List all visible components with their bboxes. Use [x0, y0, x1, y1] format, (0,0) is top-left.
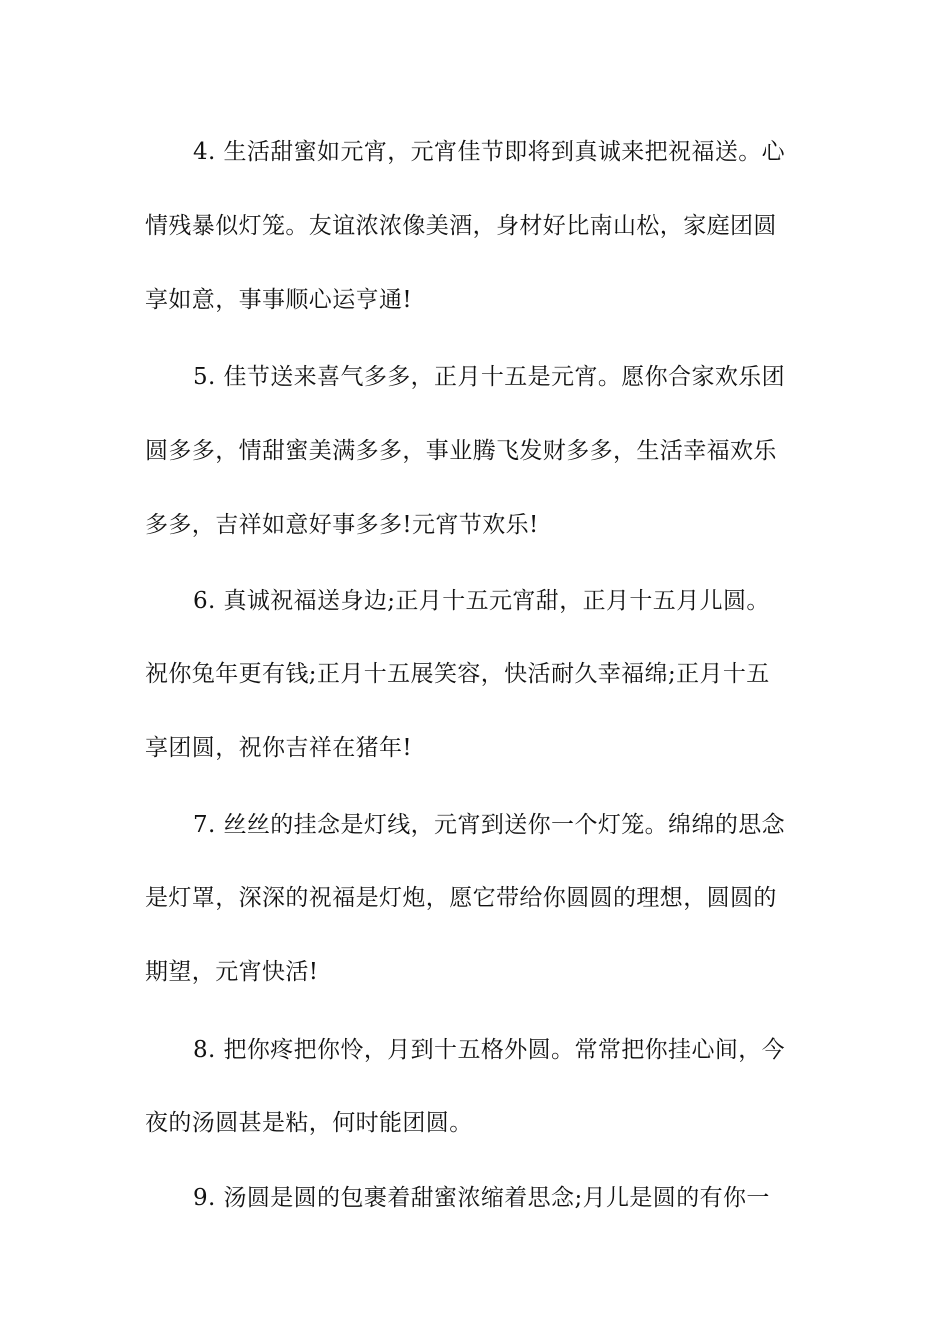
paragraph-6-line-1: 6. 真诚祝福送身边;正月十五元宵甜，正月十五月儿圆。: [193, 588, 770, 614]
paragraph-4-line-2: 情残暴似灯笼。友谊浓浓像美酒，身材好比南山松，家庭团圆: [145, 213, 777, 239]
paragraph-6-line-3: 享团圆，祝你吉祥在猪年!: [145, 735, 413, 761]
paragraph-7-line-1: 7. 丝丝的挂念是灯线，元宵到送你一个灯笼。绵绵的思念: [193, 812, 786, 838]
paragraph-4-line-1: 4. 生活甜蜜如元宵，元宵佳节即将到真诚来把祝福送。心: [193, 139, 786, 165]
paragraph-7-line-3: 期望，元宵快活!: [145, 959, 319, 985]
paragraph-6-line-2: 祝你兔年更有钱;正月十五展笑容，快活耐久幸福绵;正月十五: [145, 661, 770, 687]
paragraph-5-line-2: 圆多多，情甜蜜美满多多，事业腾飞发财多多，生活幸福欢乐: [145, 438, 777, 464]
paragraph-7-line-2: 是灯罩，深深的祝福是灯炮，愿它带给你圆圆的理想，圆圆的: [145, 885, 777, 911]
paragraph-8-line-1: 8. 把你疼把你怜，月到十五格外圆。常常把你挂心间，今: [193, 1037, 786, 1063]
paragraph-5-line-3: 多多，吉祥如意好事多多!元宵节欢乐!: [145, 512, 539, 538]
paragraph-5-line-1: 5. 佳节送来喜气多多，正月十五是元宵。愿你合家欢乐团: [193, 364, 786, 390]
paragraph-4-line-3: 享如意，事事顺心运亨通!: [145, 287, 413, 313]
paragraph-9-line-1: 9. 汤圆是圆的包裹着甜蜜浓缩着思念;月儿是圆的有你一: [193, 1185, 770, 1211]
paragraph-8-line-2: 夜的汤圆甚是粘，何时能团圆。: [145, 1110, 473, 1136]
